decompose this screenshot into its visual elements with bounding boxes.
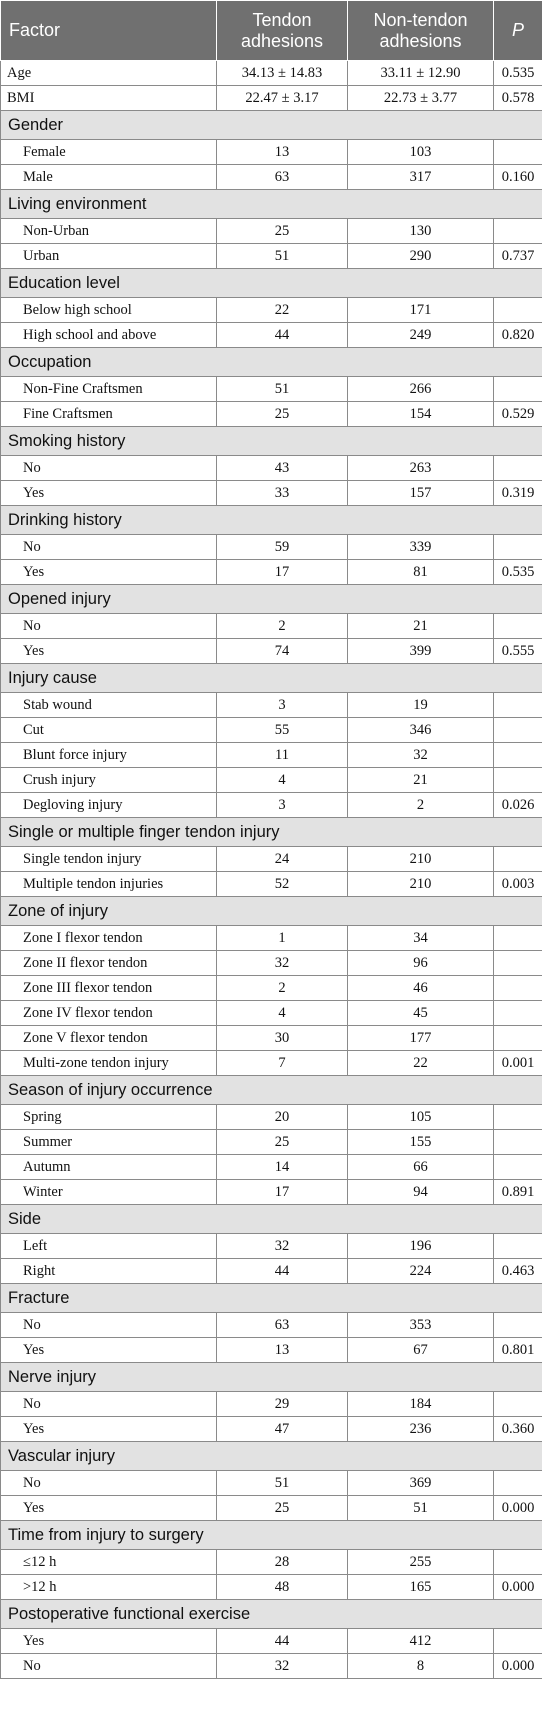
factor-cell: Multiple tendon injuries [1, 872, 217, 897]
tendon-adhesions-cell: 24 [217, 847, 348, 872]
p-value-cell [494, 614, 542, 639]
non-tendon-adhesions-cell: 51 [348, 1496, 494, 1521]
factor-cell: Zone III flexor tendon [1, 976, 217, 1001]
table-row [1, 298, 542, 323]
p-value-cell: 0.000 [494, 1654, 542, 1679]
factor-cell: Summer [1, 1130, 217, 1155]
non-tendon-adhesions-cell: 165 [348, 1575, 494, 1600]
factor-cell: No [1, 1471, 217, 1496]
table-row [1, 1234, 542, 1259]
header-p-value: P [494, 1, 542, 61]
tendon-adhesions-cell: 47 [217, 1417, 348, 1442]
tendon-adhesions-cell: 32 [217, 951, 348, 976]
tendon-adhesions-cell: 22.47 ± 3.17 [217, 86, 348, 111]
group-header-row [1, 1205, 542, 1234]
table-row [1, 926, 542, 951]
factor-cell: Zone II flexor tendon [1, 951, 217, 976]
p-value-cell: 0.535 [494, 560, 542, 585]
p-value-cell: 0.578 [494, 86, 542, 111]
table-row [1, 1417, 542, 1442]
factor-cell: Fine Craftsmen [1, 402, 217, 427]
p-value-cell [494, 1471, 542, 1496]
non-tendon-adhesions-cell: 105 [348, 1105, 494, 1130]
table-row [1, 951, 542, 976]
factor-cell: No [1, 1313, 217, 1338]
non-tendon-adhesions-cell: 32 [348, 743, 494, 768]
group-header-row [1, 897, 542, 926]
group-header-row [1, 427, 542, 456]
table-row [1, 1001, 542, 1026]
factor-cell: Left [1, 1234, 217, 1259]
group-label: Education level [1, 269, 542, 298]
p-value-cell [494, 693, 542, 718]
factor-cell: Yes [1, 560, 217, 585]
non-tendon-adhesions-cell: 236 [348, 1417, 494, 1442]
factor-cell: Stab wound [1, 693, 217, 718]
p-value-cell [494, 718, 542, 743]
table-row [1, 847, 542, 872]
non-tendon-adhesions-cell: 210 [348, 847, 494, 872]
factor-cell: No [1, 1654, 217, 1679]
p-value-cell: 0.026 [494, 793, 542, 818]
header-non-tendon-adhesions: Non-tendon adhesions [348, 1, 494, 61]
tendon-adhesions-cell: 25 [217, 1496, 348, 1521]
tendon-adhesions-cell: 11 [217, 743, 348, 768]
table-row [1, 1575, 542, 1600]
tendon-adhesions-cell: 3 [217, 693, 348, 718]
table-row [1, 614, 542, 639]
group-header-row [1, 818, 542, 847]
table-row [1, 1313, 542, 1338]
tendon-adhesions-cell: 74 [217, 639, 348, 664]
p-value-cell [494, 377, 542, 402]
tendon-adhesions-cell: 48 [217, 1575, 348, 1600]
p-value-cell: 0.891 [494, 1180, 542, 1205]
table-row [1, 165, 542, 190]
factor-cell: Non-Fine Craftsmen [1, 377, 217, 402]
group-label: Postoperative functional exercise [1, 1600, 542, 1629]
tendon-adhesions-cell: 51 [217, 1471, 348, 1496]
non-tendon-adhesions-cell: 210 [348, 872, 494, 897]
tendon-adhesions-cell: 63 [217, 165, 348, 190]
non-tendon-adhesions-cell: 353 [348, 1313, 494, 1338]
p-value-cell [494, 219, 542, 244]
factor-cell: No [1, 535, 217, 560]
table-row [1, 1338, 542, 1363]
tendon-adhesions-cell: 28 [217, 1550, 348, 1575]
non-tendon-adhesions-cell: 196 [348, 1234, 494, 1259]
p-value-cell [494, 976, 542, 1001]
non-tendon-adhesions-cell: 224 [348, 1259, 494, 1284]
group-header-row [1, 664, 542, 693]
p-value-cell [494, 1550, 542, 1575]
p-value-cell [494, 847, 542, 872]
group-header-row [1, 1442, 542, 1471]
non-tendon-adhesions-cell: 103 [348, 140, 494, 165]
tendon-adhesions-cell: 55 [217, 718, 348, 743]
non-tendon-adhesions-cell: 412 [348, 1629, 494, 1654]
tendon-adhesions-cell: 63 [217, 1313, 348, 1338]
tendon-adhesions-cell: 25 [217, 402, 348, 427]
group-header-row [1, 111, 542, 140]
p-value-cell [494, 298, 542, 323]
group-header-row [1, 1284, 542, 1313]
factor-cell: Yes [1, 1629, 217, 1654]
non-tendon-adhesions-cell: 184 [348, 1392, 494, 1417]
table-row [1, 639, 542, 664]
non-tendon-adhesions-cell: 290 [348, 244, 494, 269]
table-header [1, 1, 542, 61]
table-row [1, 1051, 542, 1076]
group-label: Time from injury to surgery [1, 1521, 542, 1550]
tendon-adhesions-cell: 59 [217, 535, 348, 560]
p-value-cell [494, 456, 542, 481]
tendon-adhesions-cell: 52 [217, 872, 348, 897]
non-tendon-adhesions-cell: 96 [348, 951, 494, 976]
factor-cell: Spring [1, 1105, 217, 1130]
p-value-cell [494, 1130, 542, 1155]
table-row [1, 323, 542, 348]
p-value-cell: 0.737 [494, 244, 542, 269]
group-label: Single or multiple finger tendon injury [1, 818, 542, 847]
table-row [1, 718, 542, 743]
non-tendon-adhesions-cell: 255 [348, 1550, 494, 1575]
factor-cell: Yes [1, 639, 217, 664]
factor-cell: Yes [1, 1338, 217, 1363]
tendon-adhesions-cell: 17 [217, 1180, 348, 1205]
table-row [1, 377, 542, 402]
factor-cell: Cut [1, 718, 217, 743]
p-value-cell [494, 1105, 542, 1130]
p-value-cell: 0.000 [494, 1575, 542, 1600]
table-row [1, 219, 542, 244]
factor-cell: Zone IV flexor tendon [1, 1001, 217, 1026]
p-value-cell: 0.535 [494, 61, 542, 86]
non-tendon-adhesions-cell: 66 [348, 1155, 494, 1180]
non-tendon-adhesions-cell: 171 [348, 298, 494, 323]
p-value-cell: 0.360 [494, 1417, 542, 1442]
tendon-adhesions-cell: 4 [217, 1001, 348, 1026]
factor-cell: Yes [1, 1496, 217, 1521]
factor-cell: Winter [1, 1180, 217, 1205]
factor-cell: Multi-zone tendon injury [1, 1051, 217, 1076]
group-label: Nerve injury [1, 1363, 542, 1392]
non-tendon-adhesions-cell: 399 [348, 639, 494, 664]
group-label: Vascular injury [1, 1442, 542, 1471]
non-tendon-adhesions-cell: 249 [348, 323, 494, 348]
non-tendon-adhesions-cell: 346 [348, 718, 494, 743]
tendon-adhesions-cell: 29 [217, 1392, 348, 1417]
non-tendon-adhesions-cell: 157 [348, 481, 494, 506]
non-tendon-adhesions-cell: 266 [348, 377, 494, 402]
table-row [1, 1259, 542, 1284]
non-tendon-adhesions-cell: 67 [348, 1338, 494, 1363]
p-value-cell: 0.463 [494, 1259, 542, 1284]
group-label: Living environment [1, 190, 542, 219]
group-header-row [1, 1076, 542, 1105]
tendon-adhesions-cell: 34.13 ± 14.83 [217, 61, 348, 86]
non-tendon-adhesions-cell: 177 [348, 1026, 494, 1051]
table-row [1, 1155, 542, 1180]
p-value-cell: 0.529 [494, 402, 542, 427]
p-value-cell: 0.555 [494, 639, 542, 664]
factor-cell: No [1, 614, 217, 639]
group-header-row [1, 348, 542, 377]
factor-cell: Non-Urban [1, 219, 217, 244]
p-value-cell: 0.001 [494, 1051, 542, 1076]
factor-cell: Yes [1, 1417, 217, 1442]
tendon-adhesions-cell: 13 [217, 1338, 348, 1363]
tendon-adhesions-cell: 3 [217, 793, 348, 818]
factor-cell: Below high school [1, 298, 217, 323]
table-row [1, 1550, 542, 1575]
factor-cell: >12 h [1, 1575, 217, 1600]
non-tendon-adhesions-cell: 45 [348, 1001, 494, 1026]
non-tendon-adhesions-cell: 21 [348, 768, 494, 793]
non-tendon-adhesions-cell: 317 [348, 165, 494, 190]
factor-cell: Degloving injury [1, 793, 217, 818]
p-value-cell [494, 1234, 542, 1259]
factor-cell: BMI [1, 86, 217, 111]
p-value-cell [494, 926, 542, 951]
group-header-row [1, 506, 542, 535]
p-value-cell [494, 1026, 542, 1051]
table-row [1, 976, 542, 1001]
table-row [1, 693, 542, 718]
tendon-adhesions-cell: 2 [217, 976, 348, 1001]
tendon-adhesions-cell: 44 [217, 323, 348, 348]
non-tendon-adhesions-cell: 21 [348, 614, 494, 639]
tendon-adhesions-cell: 2 [217, 614, 348, 639]
table-row [1, 793, 542, 818]
tendon-adhesions-cell: 14 [217, 1155, 348, 1180]
p-value-cell [494, 1313, 542, 1338]
factor-cell: High school and above [1, 323, 217, 348]
tendon-adhesions-cell: 44 [217, 1629, 348, 1654]
non-tendon-adhesions-cell: 19 [348, 693, 494, 718]
table-row [1, 244, 542, 269]
group-label: Side [1, 1205, 542, 1234]
p-value-cell: 0.003 [494, 872, 542, 897]
tendon-adhesions-cell: 17 [217, 560, 348, 585]
p-value-cell [494, 1629, 542, 1654]
non-tendon-adhesions-cell: 2 [348, 793, 494, 818]
factor-cell: Zone V flexor tendon [1, 1026, 217, 1051]
tendon-adhesions-cell: 22 [217, 298, 348, 323]
table-body [1, 61, 542, 1679]
p-value-cell: 0.160 [494, 165, 542, 190]
non-tendon-adhesions-cell: 369 [348, 1471, 494, 1496]
table-row [1, 560, 542, 585]
tendon-adhesions-cell: 4 [217, 768, 348, 793]
non-tendon-adhesions-cell: 94 [348, 1180, 494, 1205]
table-row [1, 481, 542, 506]
table-row [1, 768, 542, 793]
table-row [1, 140, 542, 165]
group-header-row [1, 1521, 542, 1550]
non-tendon-adhesions-cell: 81 [348, 560, 494, 585]
p-value-cell: 0.801 [494, 1338, 542, 1363]
p-value-cell [494, 743, 542, 768]
factor-cell: Crush injury [1, 768, 217, 793]
factor-cell: No [1, 456, 217, 481]
p-value-cell [494, 140, 542, 165]
non-tendon-adhesions-cell: 34 [348, 926, 494, 951]
factor-cell: Zone I flexor tendon [1, 926, 217, 951]
non-tendon-adhesions-cell: 22 [348, 1051, 494, 1076]
table-row [1, 456, 542, 481]
table-row [1, 1392, 542, 1417]
p-value-cell [494, 951, 542, 976]
group-header-row [1, 1600, 542, 1629]
tendon-adhesions-cell: 33 [217, 481, 348, 506]
table-row [1, 535, 542, 560]
factor-cell: Urban [1, 244, 217, 269]
tendon-adhesions-cell: 7 [217, 1051, 348, 1076]
tendon-adhesions-cell: 51 [217, 244, 348, 269]
table-row [1, 86, 542, 111]
group-label: Season of injury occurrence [1, 1076, 542, 1105]
tendon-adhesions-cell: 30 [217, 1026, 348, 1051]
group-header-row [1, 1363, 542, 1392]
non-tendon-adhesions-cell: 154 [348, 402, 494, 427]
factor-cell: Age [1, 61, 217, 86]
tendon-adhesions-cell: 32 [217, 1234, 348, 1259]
group-label: Injury cause [1, 664, 542, 693]
p-value-cell [494, 768, 542, 793]
group-label: Drinking history [1, 506, 542, 535]
tendon-adhesions-cell: 13 [217, 140, 348, 165]
non-tendon-adhesions-cell: 33.11 ± 12.90 [348, 61, 494, 86]
non-tendon-adhesions-cell: 339 [348, 535, 494, 560]
non-tendon-adhesions-cell: 8 [348, 1654, 494, 1679]
factor-cell: Autumn [1, 1155, 217, 1180]
tendon-adhesions-cell: 51 [217, 377, 348, 402]
p-value-cell: 0.820 [494, 323, 542, 348]
group-label: Opened injury [1, 585, 542, 614]
p-value-cell [494, 1155, 542, 1180]
factor-cell: No [1, 1392, 217, 1417]
header-tendon-adhesions: Tendon adhesions [217, 1, 348, 61]
p-value-cell [494, 1392, 542, 1417]
group-header-row [1, 190, 542, 219]
group-label: Gender [1, 111, 542, 140]
table-row [1, 1496, 542, 1521]
table-row [1, 1026, 542, 1051]
tendon-adhesions-cell: 32 [217, 1654, 348, 1679]
group-label: Fracture [1, 1284, 542, 1313]
tendon-adhesions-cell: 44 [217, 1259, 348, 1284]
table-row [1, 1105, 542, 1130]
table-row [1, 1629, 542, 1654]
group-label: Occupation [1, 348, 542, 377]
table-row [1, 61, 542, 86]
tendon-adhesions-cell: 1 [217, 926, 348, 951]
factor-cell: Male [1, 165, 217, 190]
factor-cell: ≤12 h [1, 1550, 217, 1575]
table-row [1, 872, 542, 897]
non-tendon-adhesions-cell: 263 [348, 456, 494, 481]
non-tendon-adhesions-cell: 46 [348, 976, 494, 1001]
table-row [1, 1471, 542, 1496]
table-row [1, 402, 542, 427]
tendon-adhesions-cell: 20 [217, 1105, 348, 1130]
p-value-cell: 0.000 [494, 1496, 542, 1521]
tendon-adhesions-cell: 25 [217, 1130, 348, 1155]
table-row [1, 743, 542, 768]
table-row [1, 1654, 542, 1679]
group-header-row [1, 585, 542, 614]
factor-cell: Female [1, 140, 217, 165]
factor-cell: Right [1, 1259, 217, 1284]
group-label: Zone of injury [1, 897, 542, 926]
non-tendon-adhesions-cell: 130 [348, 219, 494, 244]
factor-cell: Yes [1, 481, 217, 506]
factor-cell: Blunt force injury [1, 743, 217, 768]
p-value-cell: 0.319 [494, 481, 542, 506]
non-tendon-adhesions-cell: 22.73 ± 3.77 [348, 86, 494, 111]
group-header-row [1, 269, 542, 298]
p-value-cell [494, 535, 542, 560]
table-row [1, 1180, 542, 1205]
header-factor: Factor [1, 1, 217, 61]
tendon-adhesions-cell: 43 [217, 456, 348, 481]
table-row [1, 1130, 542, 1155]
factor-cell: Single tendon injury [1, 847, 217, 872]
tendon-adhesions-cell: 25 [217, 219, 348, 244]
p-value-cell [494, 1001, 542, 1026]
group-label: Smoking history [1, 427, 542, 456]
non-tendon-adhesions-cell: 155 [348, 1130, 494, 1155]
